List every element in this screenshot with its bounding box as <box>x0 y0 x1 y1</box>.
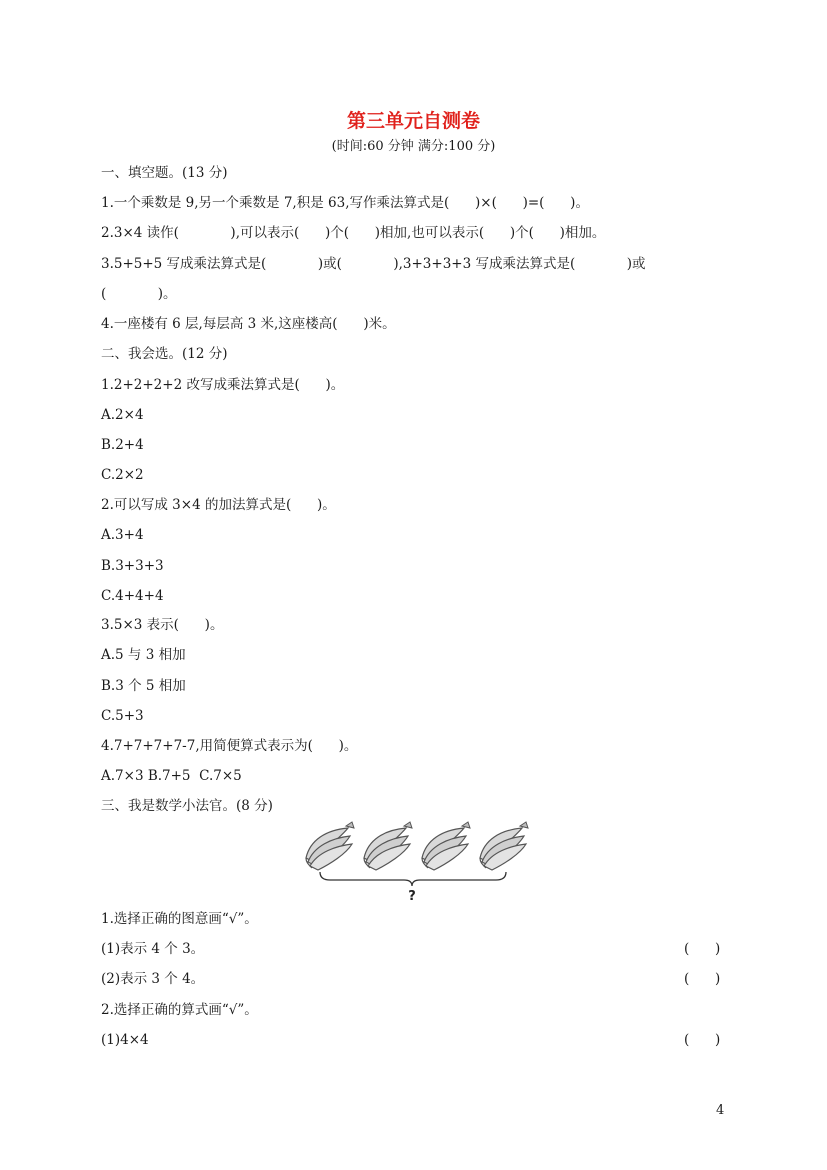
option-text: C.5+3 <box>101 708 144 724</box>
question-text: 2.选择正确的算式画“√”。 <box>101 1002 258 1018</box>
section-heading: 二、我会选。(12 分) <box>101 346 228 362</box>
banana-bunch-icon <box>480 822 528 870</box>
option-text: A.7×3 B.7+5 C.7×5 <box>101 768 242 784</box>
banana-bunches-figure <box>300 812 530 904</box>
question-text: 4.一座楼有 6 层,每层高 3 米,这座楼高( )米。 <box>101 316 396 332</box>
question-text: 2.可以写成 3×4 的加法算式是( )。 <box>101 497 336 513</box>
judge-item: (1)表示 4 个 3。 <box>101 941 205 957</box>
section-heading: 一、填空题。(13 分) <box>101 165 228 181</box>
answer-paren[interactable]: ( ) <box>684 971 721 987</box>
question-text: 3.5×3 表示( )。 <box>101 617 224 633</box>
option-text: A.3+4 <box>101 527 144 543</box>
answer-paren[interactable]: ( ) <box>684 941 721 957</box>
option-text: B.3 个 5 相加 <box>101 678 186 694</box>
banana-bunch-icon <box>422 822 470 870</box>
option-text: C.4+4+4 <box>101 588 164 604</box>
page-title: 第三单元自测卷 <box>346 110 480 132</box>
option-text: C.2×2 <box>101 467 144 483</box>
question-text: 1.选择正确的图意画“√”。 <box>101 911 258 927</box>
banana-bunch-icon <box>364 822 412 870</box>
option-text: A.5 与 3 相加 <box>101 647 186 663</box>
judge-item: (2)表示 3 个 4。 <box>101 971 205 987</box>
option-text: A.2×4 <box>101 407 144 423</box>
exam-info: (时间:60 分钟 满分:100 分) <box>331 139 496 154</box>
question-text: 2.3×4 读作( ),可以表示( )个( )相加,也可以表示( )个( )相加。 <box>101 225 606 241</box>
question-text: 3.5+5+5 写成乘法算式是( )或( ),3+3+3+3 写成乘法算式是( )或 <box>101 256 646 272</box>
option-text: B.3+3+3 <box>101 558 164 574</box>
judge-item: (1)4×4 <box>101 1032 149 1048</box>
section-heading: 三、我是数学小法官。(8 分) <box>101 798 273 814</box>
page-number: 4 <box>716 1103 725 1118</box>
question-text: 1.一个乘数是 9,另一个乘数是 7,积是 63,写作乘法算式是( )×( )=( )。 <box>101 195 589 211</box>
answer-paren[interactable]: ( ) <box>684 1032 721 1048</box>
question-text: ( )。 <box>101 286 177 302</box>
question-text: 1.2+2+2+2 改写成乘法算式是( )。 <box>101 377 345 393</box>
brace-line <box>320 872 506 886</box>
question-text: 4.7+7+7+7-7,用简便算式表示为( )。 <box>101 738 358 754</box>
figure-question-mark: ? <box>408 889 416 904</box>
banana-bunch-icon <box>306 822 354 870</box>
option-text: B.2+4 <box>101 437 144 453</box>
